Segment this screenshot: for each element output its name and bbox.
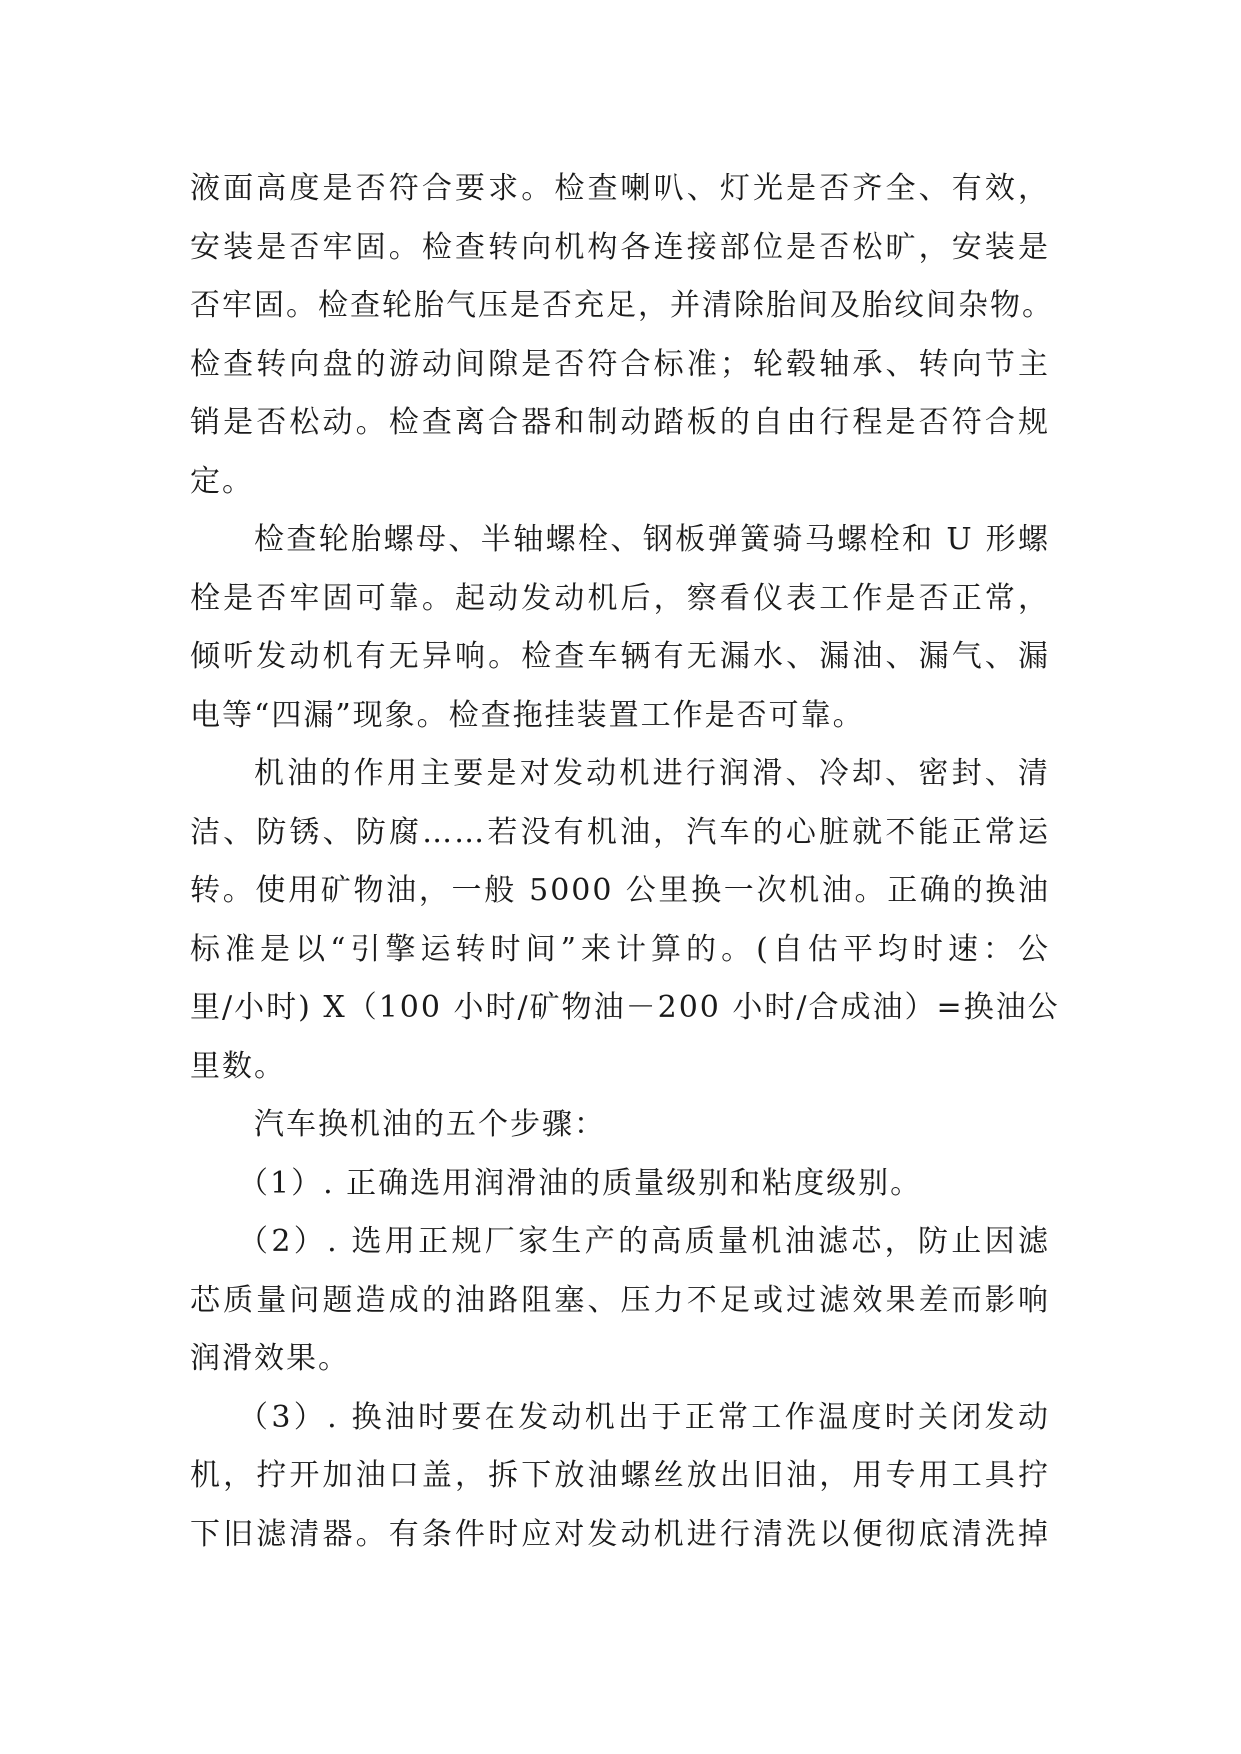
step-3	[190, 1389, 1050, 1565]
step-line: （3）. 换油时要在发动机出于正常工作温度时关闭发动	[238, 1399, 1050, 1435]
step-line: （2）. 选用正规厂家生产的高质量机油滤芯，防止因滤	[238, 1224, 1050, 1259]
paragraph-line: 否牢固。检查轮胎气压是否充足，并清除胎间及胎纹间杂物。	[190, 288, 1054, 323]
paragraph-line: 液面高度是否符合要求。检查喇叭、灯光是否齐全、有效，	[190, 171, 1050, 206]
paragraph-line: 机油的作用主要是对发动机进行润滑、冷却、密封、清	[254, 756, 1050, 791]
paragraph-line: 检查转向盘的游动间隙是否符合标准；轮毂轴承、转向节主	[190, 346, 1050, 382]
paragraph-1	[190, 160, 1054, 511]
step-2	[190, 1213, 1050, 1389]
paragraph-line: 定。	[190, 463, 254, 499]
paragraph-3	[190, 745, 1060, 1096]
step-1	[190, 1155, 1050, 1214]
paragraph-line: 洁、防锈、防腐……若没有机油，汽车的心脏就不能正常运	[190, 814, 1050, 850]
paragraph-line: 里数。	[190, 1048, 286, 1084]
step-line: 机，拧开加油口盖，拆下放油螺丝放出旧油，用专用工具拧	[190, 1458, 1050, 1493]
step-line: 润滑效果。	[190, 1341, 350, 1376]
step-line: 芯质量问题造成的油路阻塞、压力不足或过滤效果差而影响	[190, 1282, 1050, 1318]
section-heading: 汽车换机油的五个步骤：	[254, 1107, 606, 1142]
step-line: （1）. 正确选用润滑油的质量级别和粘度级别。	[238, 1165, 923, 1201]
paragraph-line: 栓是否牢固可靠。起动发动机后，察看仪表工作是否正常，	[190, 580, 1050, 616]
paragraph-4	[190, 1096, 1050, 1155]
paragraph-line: 转。使用矿物油，一般 5000 公里换一次机油。正确的换油	[190, 873, 1050, 908]
paragraph-line: 倾听发动机有无异响。检查车辆有无漏水、漏油、漏气、漏	[190, 639, 1050, 674]
paragraph-line: 电等“四漏”现象。检查拖挂装置工作是否可靠。	[190, 697, 865, 733]
paragraph-line: 销是否松动。检查离合器和制动踏板的自由行程是否符合规	[190, 405, 1050, 440]
paragraph-line: 安装是否牢固。检查转向机构各连接部位是否松旷，安装是	[190, 229, 1050, 265]
paragraph-line: 标准是以“引擎运转时间”来计算的。(自估平均时速：公	[190, 931, 1050, 967]
document-body	[190, 160, 1060, 1564]
paragraph-line: 检查轮胎螺母、半轴螺栓、钢板弹簧骑马螺栓和 U 形螺	[254, 522, 1050, 557]
step-line: 下旧滤清器。有条件时应对发动机进行清洗以便彻底清洗掉	[190, 1516, 1050, 1552]
paragraph-line: 里/小时) X（100 小时/矿物油－200 小时/合成油）=换油公	[190, 990, 1060, 1025]
paragraph-2	[190, 511, 1050, 745]
